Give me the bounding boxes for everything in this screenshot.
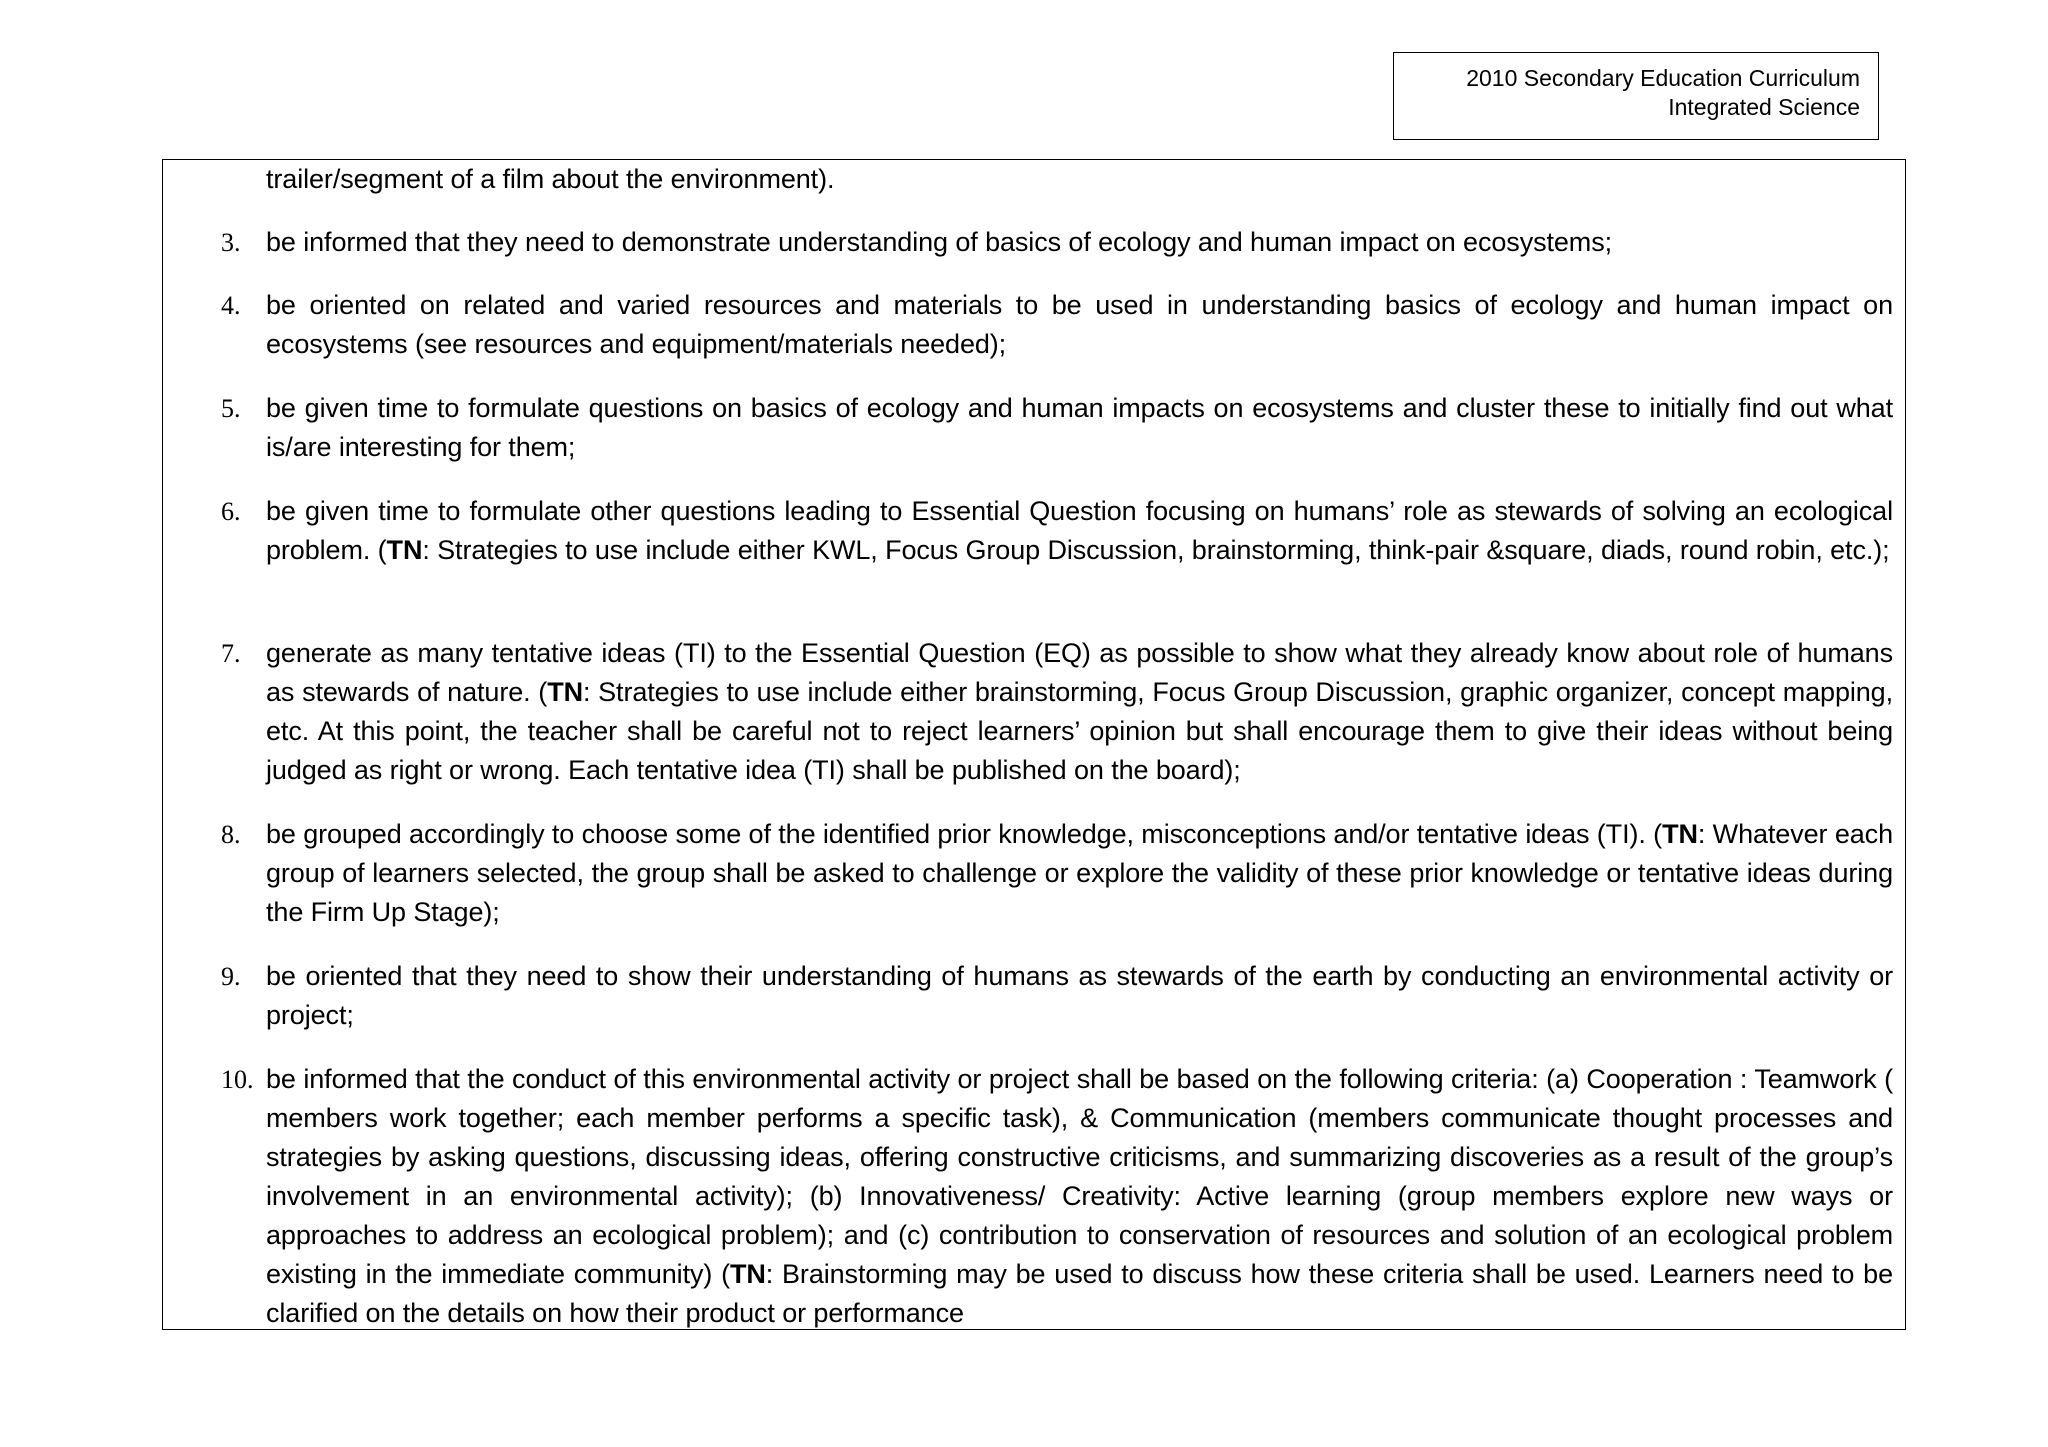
item-number: 8.	[221, 820, 241, 849]
item-number: 10.	[221, 1065, 254, 1094]
teacher-note-label: TN	[1662, 819, 1698, 849]
item-text: be given time to formulate questions on basics of ecology and human impacts on ecosystems and cluster these to initially find out what is/are interesting for them;	[266, 393, 1893, 462]
item-text: be informed that they need to demonstrate understanding of basics of ecology and human impact on ecosystems;	[266, 227, 1613, 257]
item-text: be oriented on related and varied resources and materials to be used in understanding basics of ecology and human impact on ecosystems (see resources and equipment/materials needed);	[266, 290, 1893, 359]
item-text: be given time to formulate other questions leading to Essential Question focusing on humans’ role as stewards of solving an ecological problem. (TN: Strategies to use include either KWL, Focus Group Discussion, brainstorming, think-pair &square, diads, round robin, etc.);	[266, 496, 1893, 565]
curriculum-header-box	[1393, 52, 1879, 140]
item-number: 3.	[221, 228, 241, 257]
item-number: 9.	[221, 962, 241, 991]
item-text: be grouped accordingly to choose some of the identified prior knowledge, misconceptions and/or tentative ideas (TI). (TN: Whatever each group of learners selected, the group shall be asked to challenge or explore the validity of these prior knowledge or tentative ideas during the Firm Up Stage);	[266, 819, 1893, 927]
teacher-note-label: TN	[547, 677, 583, 707]
header-curriculum-title: 2010 Secondary Education Curriculum	[1466, 65, 1860, 91]
teacher-note-label: TN	[386, 535, 423, 565]
content-box	[162, 159, 1906, 1330]
item-text: be oriented that they need to show their understanding of humans as stewards of the earth by conducting an environmental activity or project;	[266, 961, 1893, 1030]
item-text: generate as many tentative ideas (TI) to the Essential Question (EQ) as possible to show what they already know about role of humans as stewards of nature. (TN: Strategies to use include either brainstorming, Focus Group Discussion, graphic organizer, concept mapping, etc. At this point, the teacher shall be careful not to reject learners’ opinion but shall encourage them to give their ideas without being judged as right or wrong. Each tentative idea (TI) shall be published on the board);	[266, 638, 1893, 785]
item-number: 6.	[221, 497, 241, 526]
header-subject: Integrated Science	[1668, 94, 1860, 120]
item-text: be informed that the conduct of this environmental activity or project shall be based on the following criteria: (a) Cooperation : Teamwork ( members work together; each member performs a specific task), & Communication (members communicate thought processes and strategies by asking questions, discussing ideas, offering constructive criticisms, and summarizing discoveries as a result of the group’s involvement in an environmental activity); (b) Innovativeness/ Creativity: Active learning (group members explore new ways or approaches to address an ecological problem); and (c) contribution to conservation of resources and solution of an ecological problem existing in the immediate community) (TN: Brainstorming may be used to discuss how these criteria shall be used. Learners need to be clarified on the details on how their product or performance	[266, 1064, 1894, 1328]
item-number: 4.	[221, 291, 241, 320]
item-number: 7.	[221, 639, 241, 668]
item-number: 5.	[221, 394, 241, 423]
item-text: trailer/segment of a film about the environment).	[266, 164, 835, 194]
teacher-note-label: TN	[730, 1259, 766, 1289]
